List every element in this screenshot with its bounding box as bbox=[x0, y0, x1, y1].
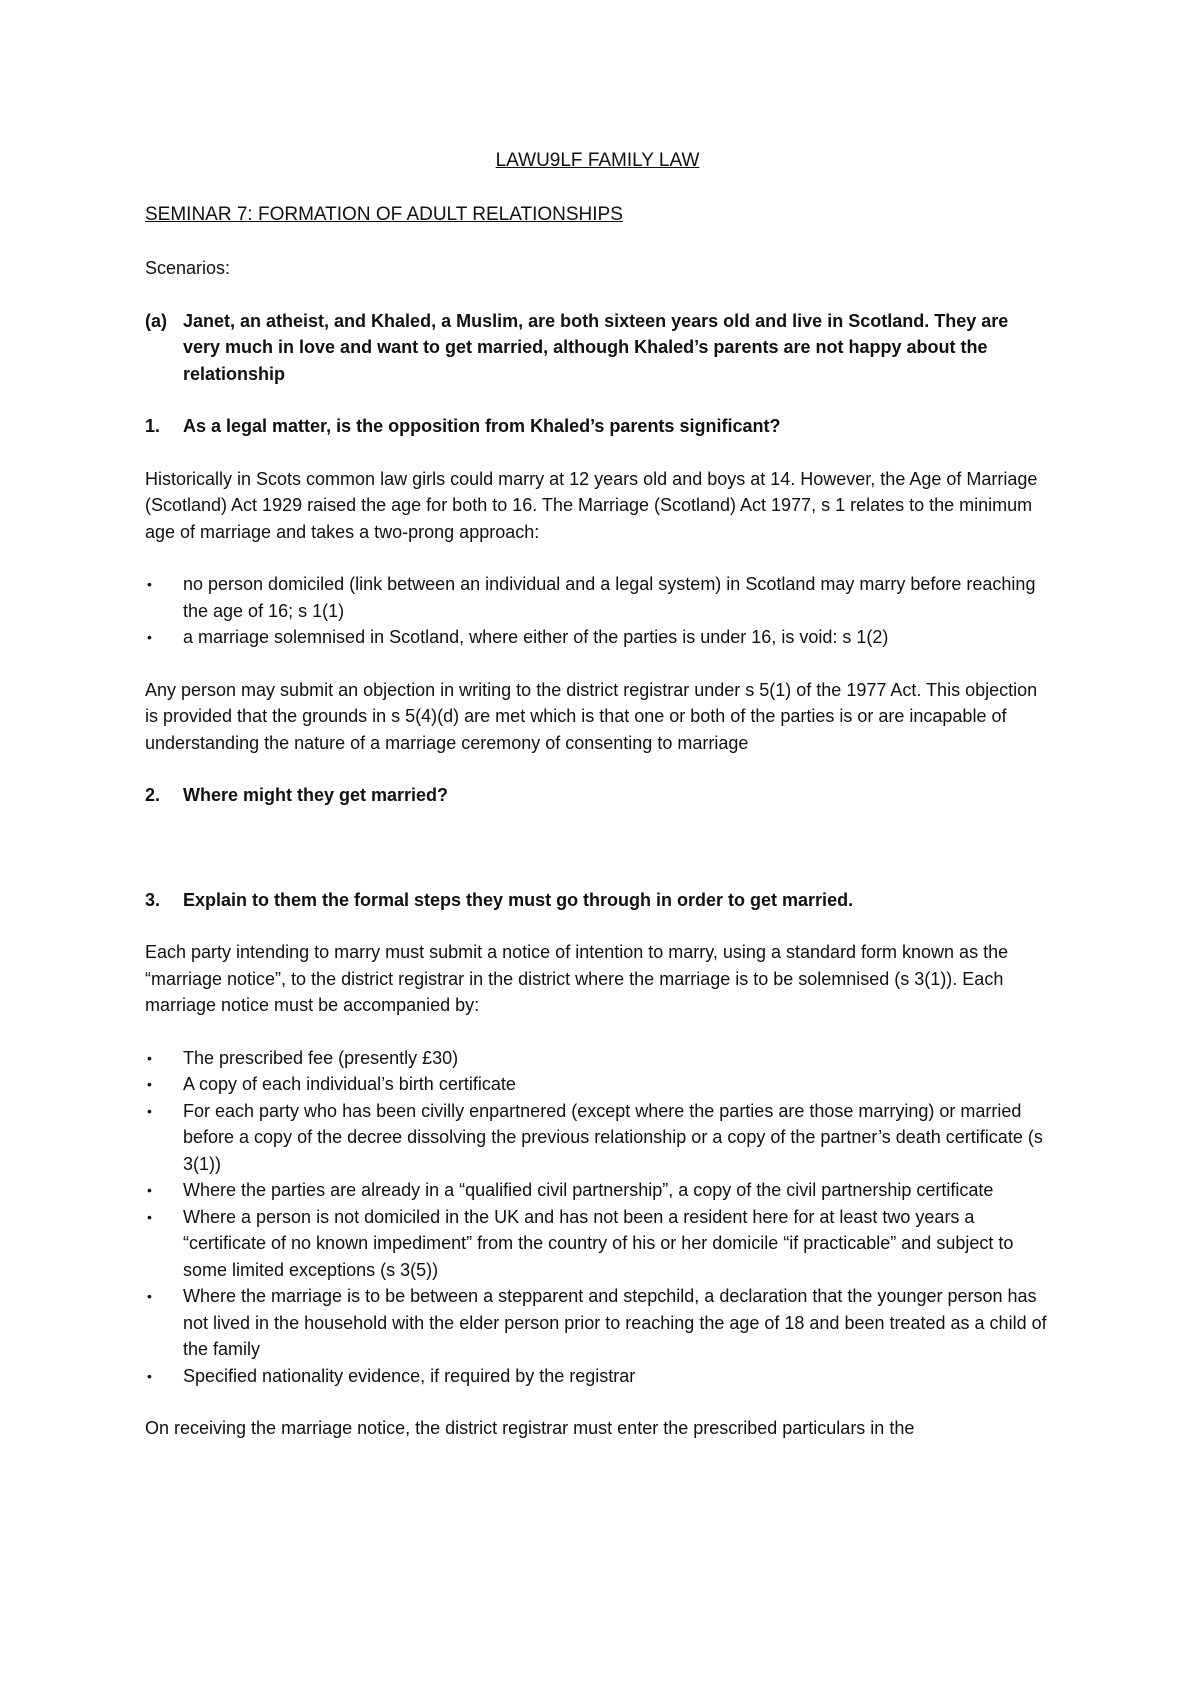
list-item-text: Specified nationality evidence, if required by the registrar bbox=[183, 1365, 636, 1386]
scenarios-label: Scenarios: bbox=[145, 258, 231, 278]
list-item-text: Where the parties are already in a “qualified civil partnership”, a copy of the civil partnership certificate bbox=[183, 1180, 994, 1200]
list-item-text: Where a person is not domiciled in the UK and has not been a resident here for at least two years a “certificate of no known impediment” from the country of his or her domicile “if practicable” and subject to some limited exceptions (s 3(5)) bbox=[183, 1206, 1014, 1280]
list-item-text: For each party who has been civilly enpartnered (except where the parties are those marrying) or married before a copy of the decree dissolving the previous relationship or a copy of the partner’s death certificate (s 3(1)) bbox=[183, 1100, 1043, 1174]
question-1-text: As a legal matter, is the opposition from Khaled’s parents significant? bbox=[183, 416, 781, 436]
paragraph-marriage-notice: Each party intending to marry must submit a notice of intention to marry, using a standard form known as the “marriage notice”, to the district registrar in the district where the marriage is to be solemnised (s 3(1)). Each marriage notice must be accompanied by: bbox=[145, 942, 1009, 1015]
list-item bbox=[145, 1363, 1050, 1390]
bullet-icon: • bbox=[147, 629, 152, 645]
paragraph-history: Historically in Scots common law girls could marry at 12 years old and boys at 14. However, the Age of Marriage (Scotland) Act 1929 raised the age for both to 16. The Marriage (Scotland) Act 1977, s 1 relates to the minimum age of marriage and takes a two-prong approach: bbox=[145, 468, 1038, 542]
question-1-number: 1. bbox=[145, 416, 161, 436]
bullet-icon: • bbox=[147, 1288, 152, 1304]
list-item bbox=[145, 1177, 1050, 1204]
paragraph-objection: Any person may submit an objection in writing to the district registrar under s 5(1) of the 1977 Act. This objection is provided that the grounds in s 5(4)(d) are met which is that one or both of the parties is or are incapable of understanding the nature of a marriage ceremony of consenting to marriage bbox=[145, 679, 1038, 753]
list-item bbox=[145, 1283, 1050, 1363]
bullet-icon: • bbox=[147, 576, 152, 592]
list-item bbox=[145, 1071, 1050, 1098]
list-item bbox=[145, 1045, 1050, 1072]
list-item-text: A copy of each individual’s birth certificate bbox=[183, 1074, 516, 1094]
bullet-icon: • bbox=[147, 1182, 152, 1198]
bullet-icon: • bbox=[147, 1102, 152, 1119]
course-title: LAWU9LF FAMILY LAW bbox=[495, 150, 700, 171]
question-3-number: 3. bbox=[145, 889, 161, 910]
list-item bbox=[145, 1204, 1050, 1284]
seminar-title: SEMINAR 7: FORMATION OF ADULT RELATIONSHIPS bbox=[145, 203, 623, 225]
scenario-a bbox=[145, 308, 1050, 388]
bullet-list-age-rules bbox=[145, 571, 1050, 651]
list-item-text: a marriage solemnised in Scotland, where either of the parties is under 16, is void: s 1(2) bbox=[183, 627, 889, 647]
paragraph-registrar: On receiving the marriage notice, the district registrar must enter the prescribed particulars in the bbox=[145, 1418, 915, 1438]
list-item-text: Where the marriage is to be between a stepparent and stepchild, a declaration that the younger person has not lived in the household with the elder person prior to reaching the age of 18 and been treated as a child of the family bbox=[183, 1286, 1047, 1359]
bullet-list-notice-requirements bbox=[145, 1045, 1050, 1390]
question-2-number: 2. bbox=[145, 785, 161, 805]
bullet-icon: • bbox=[147, 1076, 152, 1092]
question-2-text: Where might they get married? bbox=[183, 785, 449, 805]
scenario-a-text: Janet, an atheist, and Khaled, a Muslim, are both sixteen years old and live in Scotland. They are very much in love and want to get married, although Khaled’s parents are not happy about the relationship bbox=[183, 310, 1009, 384]
list-item-text: no person domiciled (link between an individual and a legal system) in Scotland may marry before reaching the age of 16; s 1(1) bbox=[183, 574, 1036, 621]
scenario-a-label: (a) bbox=[145, 310, 167, 331]
answer-space bbox=[145, 835, 1050, 887]
bullet-icon: • bbox=[147, 1367, 152, 1384]
list-item-text: The prescribed fee (presently £30) bbox=[183, 1047, 459, 1068]
list-item bbox=[145, 1098, 1050, 1178]
bullet-icon: • bbox=[147, 1208, 152, 1225]
question-2 bbox=[145, 782, 1050, 809]
question-3 bbox=[145, 887, 1050, 914]
question-3-text: Explain to them the formal steps they must go through in order to get married. bbox=[183, 889, 854, 910]
bullet-icon: • bbox=[147, 1049, 152, 1066]
document-body bbox=[145, 148, 1050, 1468]
list-item bbox=[145, 571, 1050, 624]
list-item bbox=[145, 624, 1050, 651]
question-1 bbox=[145, 413, 1050, 440]
